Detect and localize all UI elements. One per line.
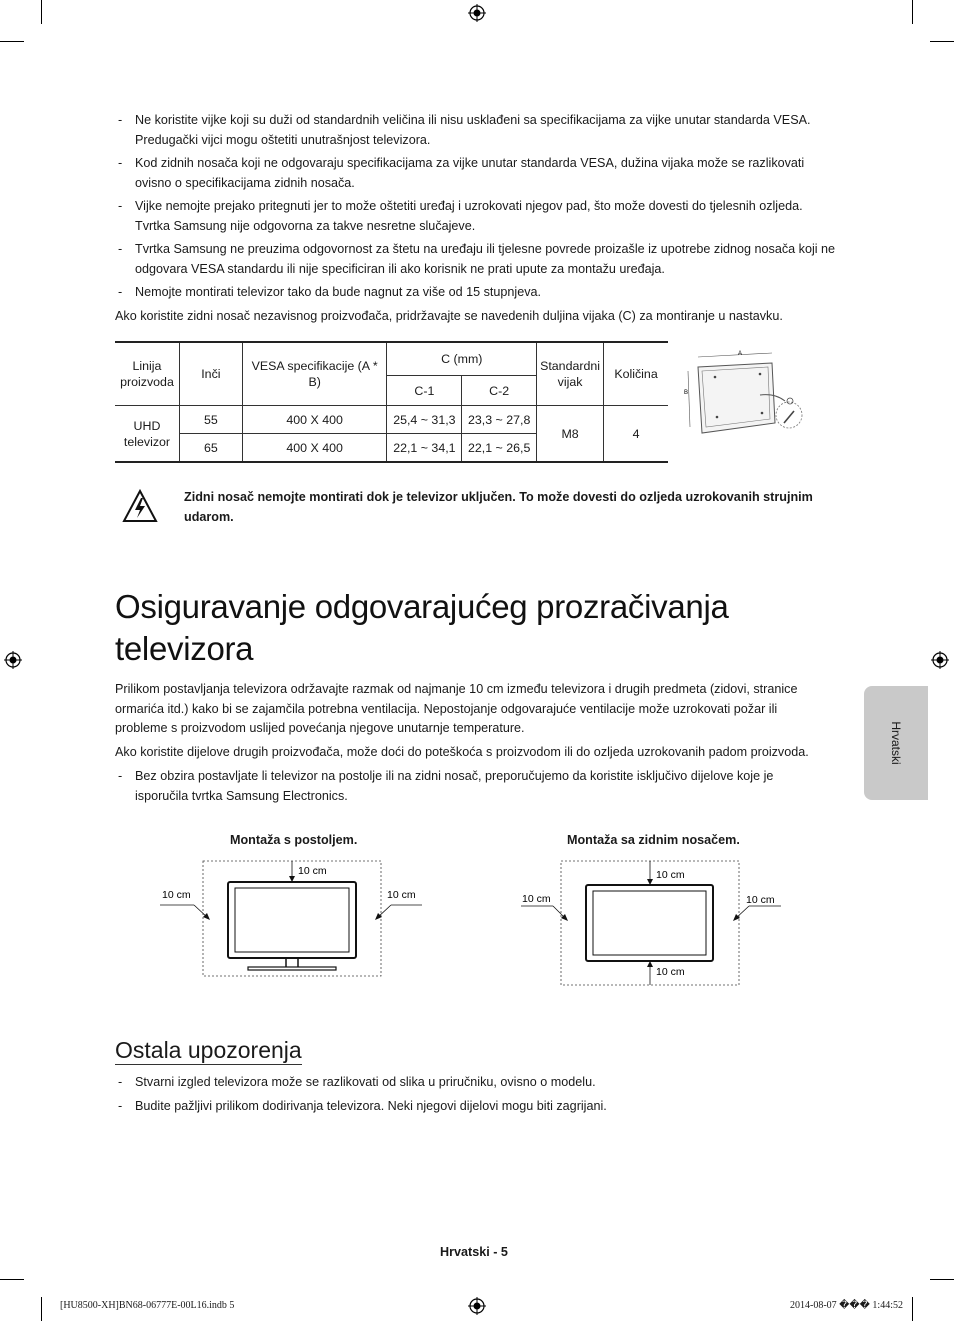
dim-label-a: A [738, 351, 743, 357]
cell-c1: 22,1 ~ 34,1 [387, 434, 462, 463]
cell-vesa: 400 X 400 [242, 406, 387, 434]
crop-mark [930, 1279, 954, 1280]
cell-line: UHD televizor [115, 406, 179, 463]
list-item: - Tvrtka Samsung ne preuzima odgovornost za štetu na uređaju ili tjelesne povrede proizašle iz upotrebe zidnog nosača koji ne odgovara VESA standardu ili nije specificiran ili ako korisnik ne prati upute za montažu uređaja. [118, 242, 836, 276]
crop-mark [41, 0, 42, 24]
registration-mark-icon [4, 651, 22, 669]
list-item: - Budite pažljivi prilikom dodirivanja televizora. Neki njegovi dijelovi mogu biti zagrijani. [118, 1098, 607, 1113]
gap-label-top: 10 cm [656, 869, 685, 881]
wall-mount-vent-diagram [519, 858, 784, 988]
col-header-line: Linija proizvoda [115, 342, 179, 406]
cell-c2: 23,3 ~ 27,8 [462, 406, 537, 434]
table-intro: Ako koristite zidni nosač nezavisnog proizvođača, pridržavajte se navedenih duljina vijaka (C) za montiranje u nastavku. [115, 309, 783, 323]
col-header-c2: C-2 [462, 376, 537, 406]
gap-label-right: 10 cm [387, 889, 416, 901]
registration-mark-icon [468, 1297, 486, 1315]
cell-qty: 4 [604, 406, 668, 463]
crop-mark [912, 0, 913, 24]
paragraph: Ako koristite dijelove drugih proizvođača, može doći do poteškoća s proizvodom ili do ozljeda uzrokovanih padom proizvoda. [115, 745, 809, 759]
crop-mark [930, 41, 954, 42]
stand-mount-diagram [160, 855, 425, 985]
col-header-c1: C-1 [387, 376, 462, 406]
cell-std: M8 [537, 406, 604, 463]
gap-label-right: 10 cm [746, 894, 775, 906]
cell-c2: 22,1 ~ 26,5 [462, 434, 537, 463]
cell-inch: 65 [179, 434, 242, 463]
cell-inch: 55 [179, 406, 242, 434]
caption-stand: Montaža s postoljem. [230, 833, 358, 847]
paragraph: Prilikom postavljanja televizora održavajte razmak od najmanje 10 cm između televizora i drugih predmeta (zidovi, stranice ormarića itd.) kako bi se zajamčila potrebna ventilacija. Nepostojanje odgovarajuće ventilacije može uzrokovati požar ili probleme s proizvodom uslijed povećanja njegove unutarnje temperature. [115, 682, 798, 735]
print-info-left: [HU8500-XH]BN68-06777E-00L16.indb 5 [60, 1300, 235, 1311]
list-item: - Stvarni izgled televizora može se razlikovati od slika u priručniku, ovisno o modelu. [118, 1075, 596, 1089]
gap-label-left: 10 cm [162, 889, 191, 901]
registration-mark-icon [931, 651, 949, 669]
crop-mark [0, 1279, 24, 1280]
cell-vesa: 400 X 400 [242, 434, 387, 463]
warning-text: Zidni nosač nemojte montirati dok je televizor uključen. To može dovesti do ozljeda uzrokovanih strujnim udarom. [184, 490, 813, 524]
registration-mark-icon [468, 4, 486, 22]
cell-c1: 25,4 ~ 31,3 [387, 406, 462, 434]
list-item: - Kod zidnih nosača koji ne odgovaraju specifikacijama za vijke unutar standarda VESA, dužina vijaka može se razlikovati ovisno o specifikacijama zidnih nosača. [118, 156, 805, 190]
list-item: - Ne koristite vijke koji su duži od standardnih veličina ili nisu usklađeni sa specifikacijama za vijke unutar standarda VESA. Predugački vijci mogu oštetiti unutrašnjost televizora. [118, 113, 811, 147]
caption-wall: Montaža sa zidnim nosačem. [567, 833, 740, 847]
col-header-inch: Inči [179, 342, 242, 406]
page-footer: Hrvatski - 5 [440, 1245, 508, 1259]
list-item: - Vijke nemojte prejako pritegnuti jer to može oštetiti uređaj i uzrokovati njegov pad, što može dovesti do tjelesnih ozljeda. Tvrtka Samsung nije odgovorna za takve nesretne slučajeve. [118, 199, 803, 233]
crop-mark [912, 1297, 913, 1321]
list-item: - Nemojte montirati televizor tako da bude nagnut za više od 15 stupnjeva. [118, 285, 542, 299]
gap-label-left: 10 cm [522, 893, 551, 905]
language-tab: Hrvatski [864, 686, 928, 800]
col-header-vesa: VESA specifikacije (A * B) [242, 342, 387, 406]
wall-mount-diagram [680, 345, 810, 445]
parts-list [115, 767, 815, 810]
electric-shock-warning-icon [122, 489, 158, 523]
vesa-spec-table [115, 341, 668, 463]
gap-label-bottom: 10 cm [656, 966, 685, 978]
col-header-qty: Količina [604, 342, 668, 406]
list-item: - Bez obzira postavljate li televizor na postolje ili na zidni nosač, preporučujemo da koristite isključivo dijelove koje je isporučila tvrtka Samsung Electronics. [118, 769, 774, 803]
col-header-std: Standardni vijak [537, 342, 604, 406]
dim-label-b: B [684, 390, 689, 396]
gap-label-top: 10 cm [298, 865, 327, 877]
other-warnings-list [115, 1073, 840, 1120]
table-row [115, 406, 668, 434]
section-title: Osiguravanje odgovarajućeg prozračivanja televizora [115, 588, 729, 667]
print-info-right: 2014-08-07 ��� 1:44:52 [790, 1300, 903, 1311]
crop-mark [41, 1297, 42, 1321]
col-header-c: C (mm) [387, 342, 537, 376]
screw-warnings-list [115, 111, 840, 307]
subsection-title: Ostala upozorenja [115, 1037, 302, 1063]
crop-mark [0, 41, 24, 42]
